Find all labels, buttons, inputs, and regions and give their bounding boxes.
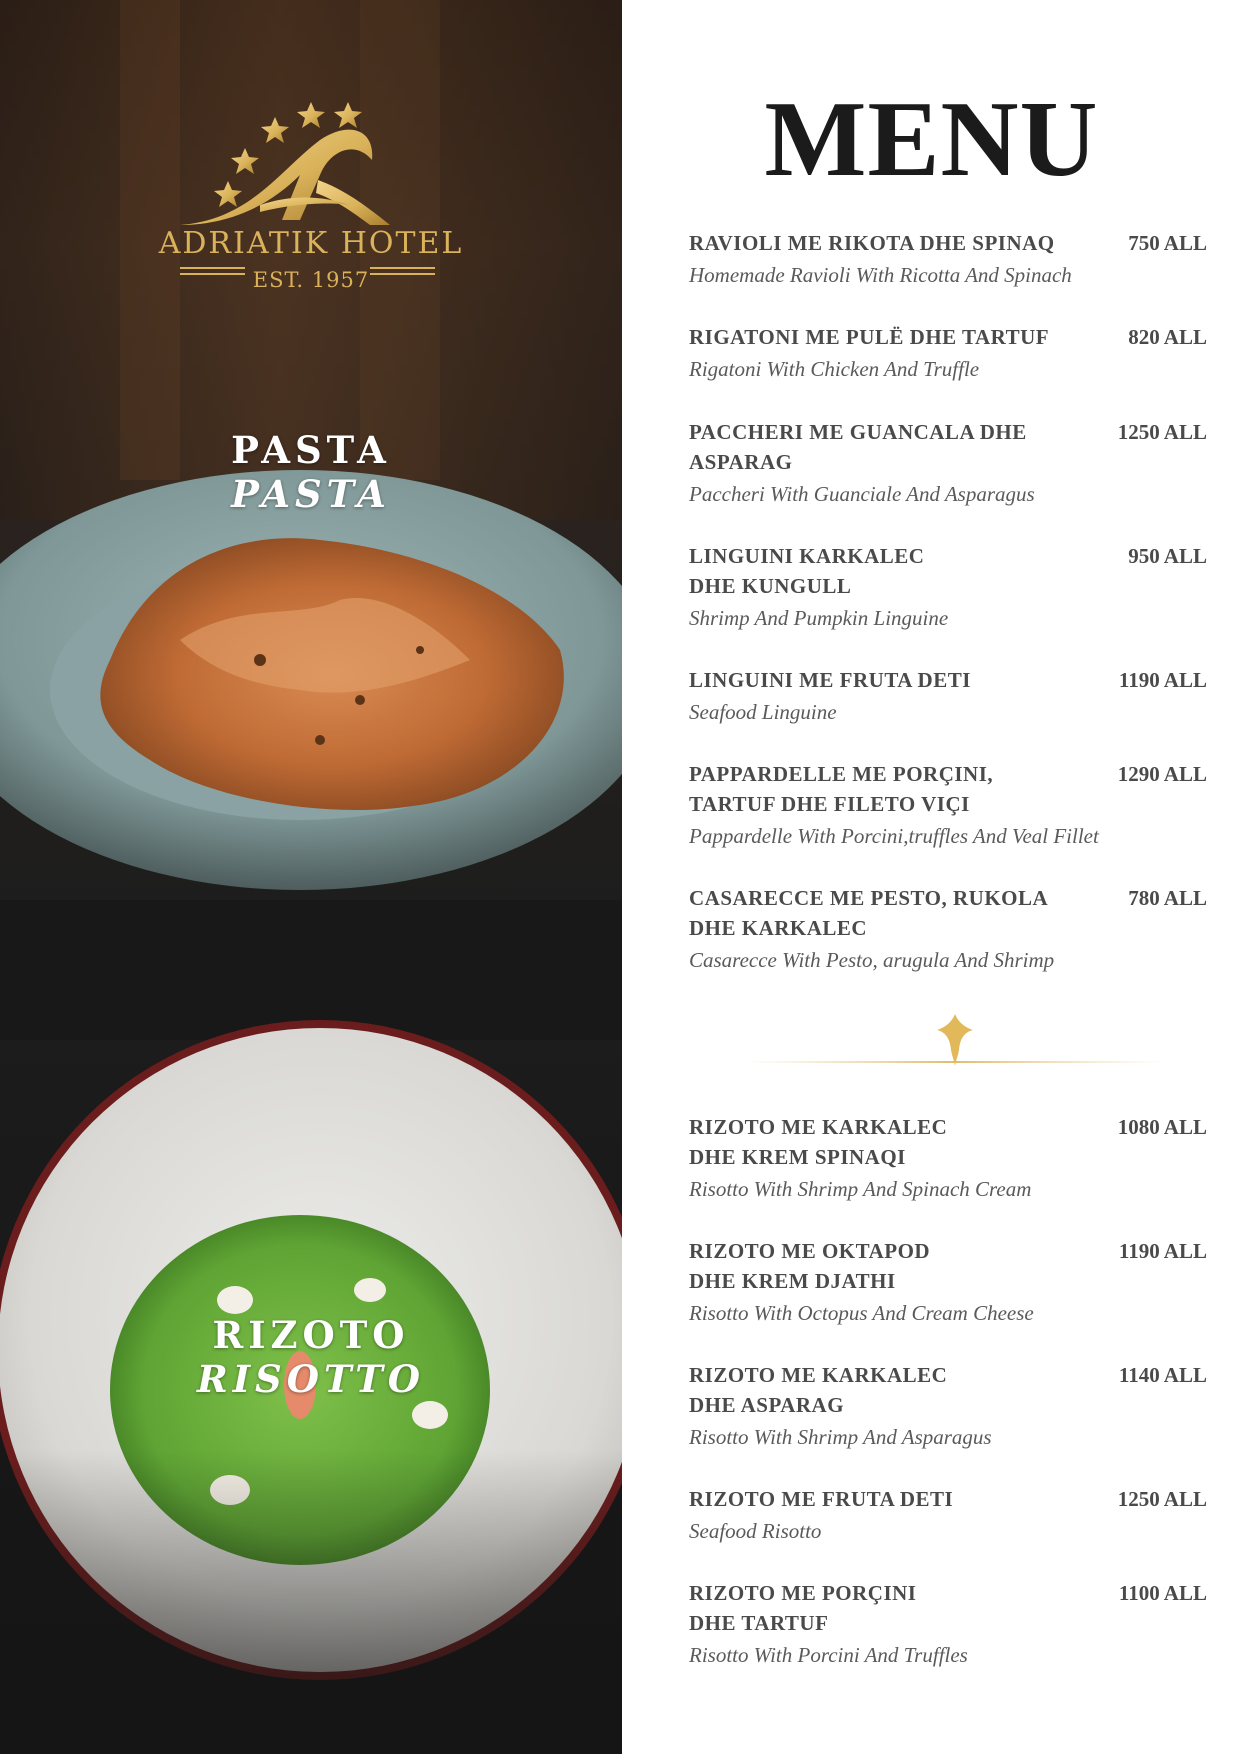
- menu-item: [689, 759, 1207, 851]
- dish-price: 1290 ALL: [1117, 762, 1207, 786]
- dish-name: RIZOTO ME PORÇINI DHE TARTUF: [689, 1581, 917, 1635]
- menu-item: [689, 322, 1207, 384]
- hotel-name: ADRIATIK HOTEL: [158, 226, 464, 261]
- dish-price: 1140 ALL: [1118, 1363, 1207, 1387]
- ornament-divider: [745, 1010, 1165, 1070]
- menu-item: [689, 1360, 1207, 1452]
- dish-price: 950 ALL: [1128, 544, 1207, 568]
- dish-name: RIZOTO ME FRUTA DETI: [689, 1487, 954, 1511]
- dish-description: Seafood Risotto: [689, 1519, 822, 1543]
- menu-item: [689, 883, 1207, 975]
- menu-item: [689, 228, 1207, 290]
- dish-name: RIZOTO ME KARKALEC DHE KREM SPINAQI: [689, 1115, 948, 1169]
- dish-name: RIZOTO ME OKTAPOD DHE KREM DJATHI: [689, 1239, 931, 1293]
- dish-name: RIZOTO ME KARKALEC DHE ASPARAG: [689, 1363, 948, 1417]
- dish-name: CASARECCE ME PESTO, RUKOLA DHE KARKALEC: [689, 886, 1048, 940]
- dish-price: 1080 ALL: [1117, 1115, 1207, 1139]
- menu-item: [689, 541, 1207, 633]
- dish-description: Risotto With Shrimp And Spinach Cream: [689, 1177, 1032, 1201]
- dish-price: 1250 ALL: [1117, 1487, 1207, 1511]
- menu-item: [689, 1578, 1207, 1670]
- menu-title: MENU: [764, 80, 1099, 199]
- dish-name: PAPPARDELLE ME PORÇINI, TARTUF DHE FILETO VIÇI: [689, 762, 994, 816]
- dish-price: 820 ALL: [1128, 325, 1207, 349]
- dish-description: Seafood Linguine: [689, 700, 837, 724]
- dish-description: Pappardelle With Porcini,truffles And Veal Fillet: [689, 824, 1099, 848]
- category-pasta-en: PASTA: [231, 472, 391, 516]
- category-risotto-en: RISOTTO: [197, 1357, 425, 1401]
- dish-description: Risotto With Octopus And Cream Cheese: [689, 1301, 1034, 1325]
- dish-description: Risotto With Porcini And Truffles: [689, 1643, 968, 1667]
- dish-description: Shrimp And Pumpkin Linguine: [689, 606, 949, 630]
- category-pasta-sq: PASTA: [231, 428, 391, 472]
- dish-price: 1250 ALL: [1117, 420, 1207, 444]
- dish-name: RAVIOLI ME RIKOTA DHE SPINAQ: [689, 231, 1055, 255]
- dish-description: Rigatoni With Chicken And Truffle: [689, 357, 980, 381]
- menu-item: [689, 417, 1207, 509]
- dish-name: PACCHERI ME GUANCALA DHE ASPARAG: [689, 420, 1027, 474]
- dish-description: Paccheri With Guanciale And Asparagus: [689, 482, 1035, 506]
- dish-description: Casarecce With Pesto, arugula And Shrimp: [689, 948, 1055, 972]
- dish-price: 750 ALL: [1128, 231, 1207, 255]
- category-risotto-sq: RIZOTO: [212, 1313, 410, 1357]
- dish-price: 780 ALL: [1128, 886, 1207, 910]
- hotel-established: EST. 1957: [252, 268, 370, 292]
- dish-name: RIGATONI ME PULË DHE TARTUF: [689, 325, 1050, 349]
- menu-item: [689, 1484, 1207, 1546]
- dish-description: Risotto With Shrimp And Asparagus: [689, 1425, 992, 1449]
- dish-price: 1100 ALL: [1118, 1581, 1207, 1605]
- dish-price: 1190 ALL: [1118, 1239, 1207, 1263]
- dish-name: LINGUINI KARKALEC DHE KUNGULL: [689, 544, 925, 598]
- menu-item: [689, 1236, 1207, 1328]
- dish-name: LINGUINI ME FRUTA DETI: [689, 668, 971, 692]
- dish-price: 1190 ALL: [1118, 668, 1207, 692]
- dish-description: Homemade Ravioli With Ricotta And Spinach: [689, 263, 1072, 287]
- menu-item: [689, 665, 1207, 727]
- menu-item: [689, 1112, 1207, 1204]
